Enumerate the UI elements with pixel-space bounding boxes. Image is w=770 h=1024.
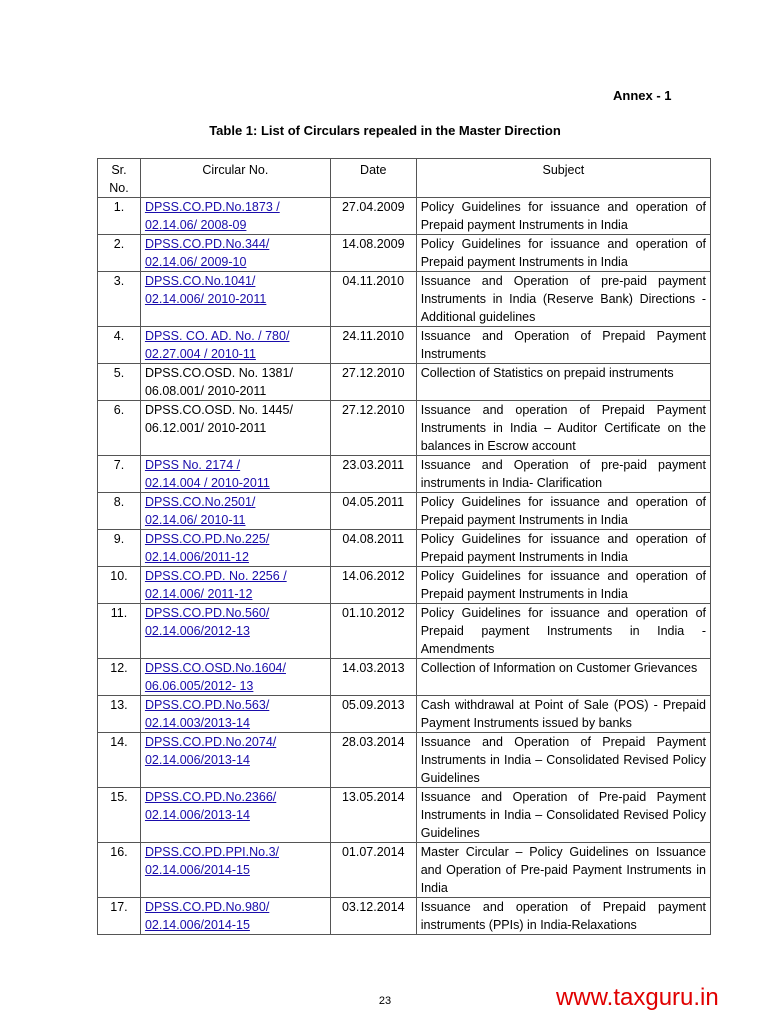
circular-link[interactable]: DPSS.CO.No.2501/ bbox=[144, 495, 256, 509]
row-sr-no: 13. bbox=[98, 696, 141, 733]
circular-link[interactable]: DPSS.CO.PD.No.2074/ bbox=[144, 735, 277, 749]
row-date: 04.11.2010 bbox=[330, 272, 416, 327]
row-date: 13.05.2014 bbox=[330, 788, 416, 843]
row-date: 23.03.2011 bbox=[330, 456, 416, 493]
table-row bbox=[98, 327, 711, 364]
row-date: 14.06.2012 bbox=[330, 567, 416, 604]
circular-link[interactable]: DPSS.CO.PD.No.1873 / bbox=[144, 200, 280, 214]
row-sr-no: 8. bbox=[98, 493, 141, 530]
row-sr-no: 7. bbox=[98, 456, 141, 493]
circular-link[interactable]: DPSS.CO.No.1041/ bbox=[144, 274, 256, 288]
circular-link[interactable]: 02.14.006/2011-12 bbox=[144, 550, 249, 564]
row-date: 24.11.2010 bbox=[330, 327, 416, 364]
row-sr-no: 5. bbox=[98, 364, 141, 401]
circular-link[interactable]: 02.14.006/ 2011-12 bbox=[144, 587, 253, 601]
circular-link[interactable]: 02.14.003/2013-14 bbox=[144, 716, 250, 730]
circular-link[interactable]: DPSS.CO.PD.No.980/ bbox=[144, 900, 270, 914]
row-circular-no bbox=[140, 198, 330, 235]
table-row bbox=[98, 733, 711, 788]
circular-link[interactable]: DPSS.CO.PD.No.344/ bbox=[144, 237, 270, 251]
table-row bbox=[98, 696, 711, 733]
row-date: 27.12.2010 bbox=[330, 364, 416, 401]
table-row bbox=[98, 235, 711, 272]
table-row bbox=[98, 401, 711, 456]
circular-link[interactable]: 02.14.006/ 2010-2011 bbox=[144, 292, 267, 306]
row-subject: Collection of Information on Customer Grievances bbox=[416, 659, 710, 696]
row-subject: Issuance and Operation of pre-paid payment Instruments in India (Reserve Bank) Directions - Additional guidelines bbox=[416, 272, 710, 327]
row-subject: Cash withdrawal at Point of Sale (POS) - Prepaid Payment Instruments issued by banks bbox=[416, 696, 710, 733]
circular-link[interactable]: DPSS.CO.PD.No.2366/ bbox=[144, 790, 277, 804]
row-circular-no bbox=[140, 327, 330, 364]
row-sr-no: 17. bbox=[98, 898, 141, 935]
row-date: 28.03.2014 bbox=[330, 733, 416, 788]
row-circular-no bbox=[140, 843, 330, 898]
circular-link[interactable]: 02.27.004 / 2010-11 bbox=[144, 347, 256, 361]
table-row bbox=[98, 530, 711, 567]
row-subject: Issuance and Operation of Prepaid Payment Instruments in India – Consolidated Revised Policy Guidelines bbox=[416, 733, 710, 788]
row-subject: Policy Guidelines for issuance and operation of Prepaid payment Instruments in India bbox=[416, 530, 710, 567]
circular-link[interactable]: DPSS. CO. AD. No. / 780/ bbox=[144, 329, 290, 343]
table-row bbox=[98, 272, 711, 327]
table-row bbox=[98, 659, 711, 696]
row-circular-no bbox=[140, 493, 330, 530]
row-circular-no bbox=[140, 788, 330, 843]
row-date: 14.03.2013 bbox=[330, 659, 416, 696]
table-row bbox=[98, 364, 711, 401]
table-row bbox=[98, 604, 711, 659]
circular-link[interactable]: 02.14.006/2014-15 bbox=[144, 918, 250, 932]
row-circular-no bbox=[140, 235, 330, 272]
row-circular-no bbox=[140, 401, 330, 456]
circular-link[interactable]: DPSS.CO.OSD.No.1604/ bbox=[144, 661, 286, 675]
circular-number-text: DPSS.CO.OSD. No. 1445/ bbox=[144, 403, 293, 417]
row-sr-no: 1. bbox=[98, 198, 141, 235]
watermark-text: www.taxguru.in bbox=[556, 984, 719, 1011]
circular-link[interactable]: 02.14.004 / 2010-2011 bbox=[144, 476, 270, 490]
row-subject: Collection of Statistics on prepaid instruments bbox=[416, 364, 710, 401]
table-row bbox=[98, 567, 711, 604]
circular-link[interactable]: 02.14.06/ 2009-10 bbox=[144, 255, 247, 269]
circular-link[interactable]: 02.14.06/ 2008-09 bbox=[144, 218, 247, 232]
row-date: 27.12.2010 bbox=[330, 401, 416, 456]
row-sr-no: 11. bbox=[98, 604, 141, 659]
row-subject: Issuance and operation of Prepaid Payment Instruments in India – Auditor Certificate on the balances in Escrow account bbox=[416, 401, 710, 456]
circular-link[interactable]: DPSS.CO.PD.No.560/ bbox=[144, 606, 270, 620]
table-header-row bbox=[98, 159, 711, 198]
row-date: 27.04.2009 bbox=[330, 198, 416, 235]
row-circular-no bbox=[140, 733, 330, 788]
row-sr-no: 10. bbox=[98, 567, 141, 604]
header-circular-no: Circular No. bbox=[140, 159, 330, 198]
row-circular-no bbox=[140, 604, 330, 659]
row-circular-no bbox=[140, 898, 330, 935]
row-sr-no: 2. bbox=[98, 235, 141, 272]
row-subject: Issuance and Operation of pre-paid payment instruments in India- Clarification bbox=[416, 456, 710, 493]
row-circular-no bbox=[140, 456, 330, 493]
annex-label: Annex - 1 bbox=[613, 88, 672, 103]
row-sr-no: 9. bbox=[98, 530, 141, 567]
circular-link[interactable]: DPSS.CO.PD.No.225/ bbox=[144, 532, 270, 546]
header-subject: Subject bbox=[416, 159, 710, 198]
header-date: Date bbox=[330, 159, 416, 198]
row-date: 04.08.2011 bbox=[330, 530, 416, 567]
row-subject: Policy Guidelines for issuance and operation of Prepaid payment Instruments in India bbox=[416, 198, 710, 235]
table-row bbox=[98, 456, 711, 493]
circular-link[interactable]: DPSS.CO.PD.No.563/ bbox=[144, 698, 270, 712]
row-circular-no bbox=[140, 364, 330, 401]
row-sr-no: 3. bbox=[98, 272, 141, 327]
row-subject: Policy Guidelines for issuance and operation of Prepaid payment Instruments in India bbox=[416, 493, 710, 530]
circular-link[interactable]: 02.14.006/2012-13 bbox=[144, 624, 250, 638]
circular-link[interactable]: 02.14.006/2014-15 bbox=[144, 863, 250, 877]
table-row bbox=[98, 493, 711, 530]
row-date: 14.08.2009 bbox=[330, 235, 416, 272]
row-subject: Master Circular – Policy Guidelines on Issuance and Operation of Pre-paid Payment Instruments in India bbox=[416, 843, 710, 898]
row-sr-no: 12. bbox=[98, 659, 141, 696]
row-date: 01.10.2012 bbox=[330, 604, 416, 659]
circular-link[interactable]: 06.06.005/2012- 13 bbox=[144, 679, 254, 693]
row-circular-no bbox=[140, 272, 330, 327]
table-row bbox=[98, 788, 711, 843]
circular-number-text: 06.12.001/ 2010-2011 bbox=[144, 421, 267, 435]
table-title: Table 1: List of Circulars repealed in the Master Direction bbox=[209, 123, 561, 138]
row-circular-no bbox=[140, 567, 330, 604]
row-circular-no bbox=[140, 659, 330, 696]
row-subject: Policy Guidelines for issuance and operation of Prepaid payment Instruments in India bbox=[416, 235, 710, 272]
row-sr-no: 15. bbox=[98, 788, 141, 843]
header-sr-no: Sr. No. bbox=[98, 159, 141, 198]
row-sr-no: 6. bbox=[98, 401, 141, 456]
row-circular-no bbox=[140, 530, 330, 567]
circular-link[interactable]: 02.14.006/2013-14 bbox=[144, 808, 250, 822]
row-subject: Issuance and Operation of Pre-paid Payment Instruments in India – Consolidated Revised Policy Guidelines bbox=[416, 788, 710, 843]
circular-link[interactable]: DPSS.CO.PD.PPI.No.3/ bbox=[144, 845, 280, 859]
table-row bbox=[98, 843, 711, 898]
circular-link[interactable]: DPSS No. 2174 / bbox=[144, 458, 241, 472]
row-sr-no: 14. bbox=[98, 733, 141, 788]
row-date: 01.07.2014 bbox=[330, 843, 416, 898]
row-sr-no: 16. bbox=[98, 843, 141, 898]
circular-link[interactable]: 02.14.06/ 2010-11 bbox=[144, 513, 246, 527]
row-date: 04.05.2011 bbox=[330, 493, 416, 530]
page-number: 23 bbox=[378, 995, 392, 1007]
row-subject: Issuance and Operation of Prepaid Payment Instruments bbox=[416, 327, 710, 364]
circular-link[interactable]: 02.14.006/2013-14 bbox=[144, 753, 250, 767]
circular-number-text: 06.08.001/ 2010-2011 bbox=[144, 384, 267, 398]
row-date: 03.12.2014 bbox=[330, 898, 416, 935]
table-row bbox=[98, 898, 711, 935]
circular-number-text: DPSS.CO.OSD. No. 1381/ bbox=[144, 366, 293, 380]
row-subject: Issuance and operation of Prepaid payment instruments (PPIs) in India-Relaxations bbox=[416, 898, 710, 935]
row-circular-no bbox=[140, 696, 330, 733]
circulars-table bbox=[97, 158, 711, 935]
table-row bbox=[98, 198, 711, 235]
row-subject: Policy Guidelines for issuance and operation of Prepaid payment Instruments in India bbox=[416, 567, 710, 604]
row-subject: Policy Guidelines for issuance and operation of Prepaid payment Instruments in India - Amendments bbox=[416, 604, 710, 659]
circular-link[interactable]: DPSS.CO.PD. No. 2256 / bbox=[144, 569, 287, 583]
row-sr-no: 4. bbox=[98, 327, 141, 364]
row-date: 05.09.2013 bbox=[330, 696, 416, 733]
